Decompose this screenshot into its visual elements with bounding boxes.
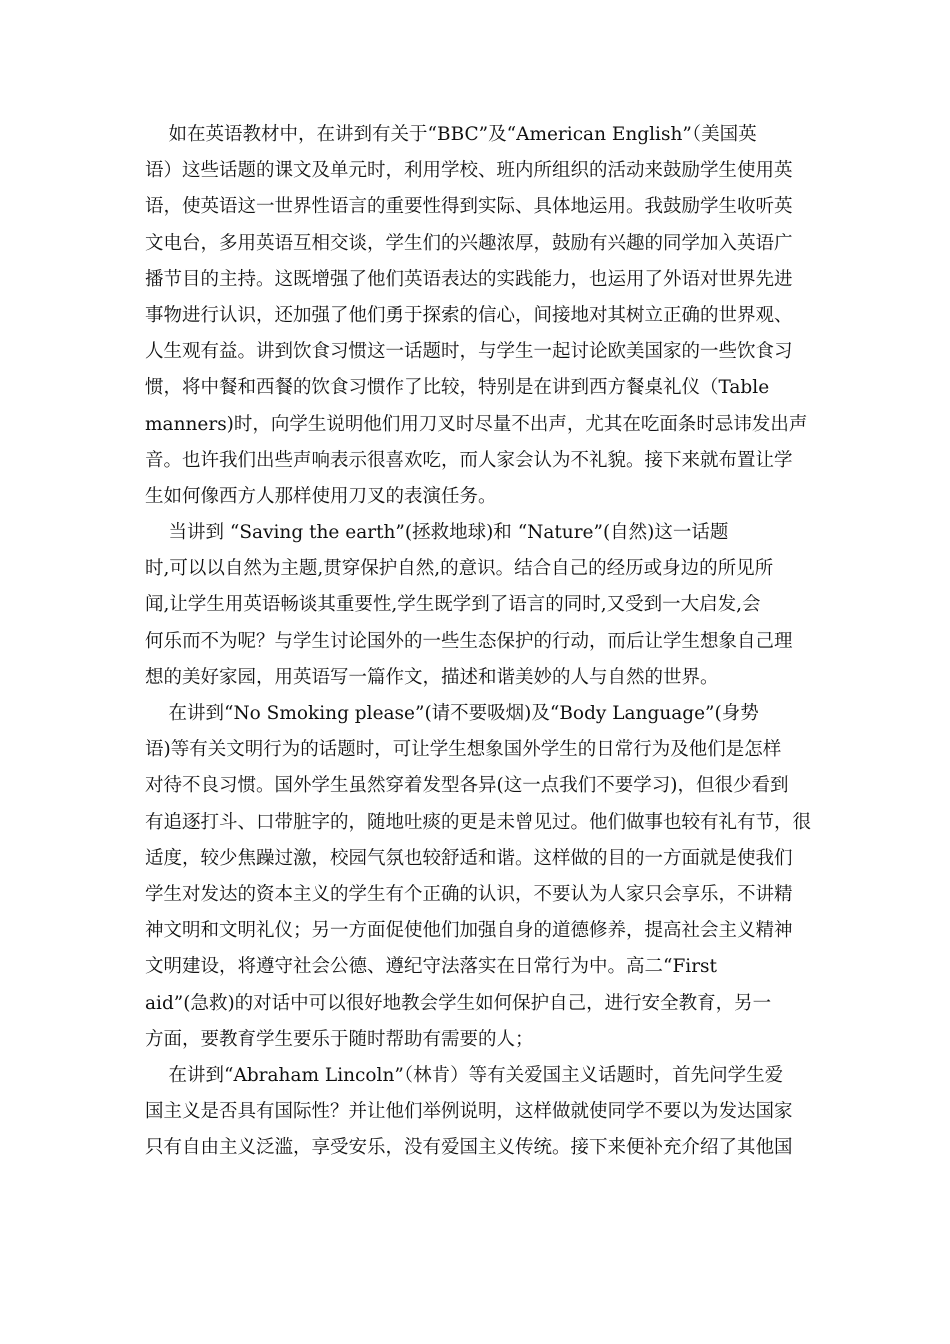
text-line: 语)等有关文明行为的话题时，可让学生想象国外学生的日常行为及他们是怎样 <box>145 739 782 761</box>
text-line: aid”(急救)的对话中可以很好地教会学生如何保护自己，进行安全教育，另一 <box>145 992 772 1014</box>
text-line: 闻,让学生用英语畅谈其重要性,学生既学到了语言的同时,又受到一大启发,会 <box>145 594 761 616</box>
text-line: 神文明和文明礼仪；另一方面促使他们加强自身的道德修养，提高社会主义精神 <box>145 920 793 942</box>
text-line: 时,可以以自然为主题,贯穿保护自然,的意识。结合自己的经历或身边的所见所 <box>145 558 774 580</box>
text-line: 对待不良习惯。国外学生虽然穿着发型各异(这一点我们不要学习)，但很少看到 <box>145 775 789 797</box>
text-line: 在讲到“Abraham Lincoln”（林肯）等有关爱国主义话题时，首先问学生爱 <box>145 1064 784 1086</box>
text-line: 音。也许我们出些声响表示很喜欢吃，而人家会认为不礼貌。接下来就布置让学 <box>145 449 793 471</box>
text-line: 方面，要教育学生要乐于随时帮助有需要的人； <box>145 1028 534 1050</box>
text-line: 人生观有益。讲到饮食习惯这一话题时，与学生一起讨论欧美国家的一些饮食习 <box>145 341 793 363</box>
text-line: 文明建设，将遵守社会公德、遵纪守法落实在日常行为中。高二“First <box>145 956 717 978</box>
text-line: 生如何像西方人那样使用刀叉的表演任务。 <box>145 485 497 507</box>
text-line: 想的美好家园，用英语写一篇作文，描述和谐美妙的人与自然的世界。 <box>145 666 719 688</box>
body-text <box>145 117 815 1166</box>
text-line: 何乐而不为呢？与学生讨论国外的一些生态保护的行动，而后让学生想象自己理 <box>145 630 793 652</box>
text-line: 有追逐打斗、口带脏字的，随地吐痰的更是未曾见过。他们做事也较有礼有节，很 <box>145 811 812 833</box>
text-line: 当讲到 “Saving the earth”(拯救地球)和 “Nature”(自然)这一话题 <box>145 522 729 544</box>
text-line: 如在英语教材中，在讲到有关于“BBC”及“American English”（美国英 <box>145 124 757 145</box>
text-line: 语）这些话题的课文及单元时，利用学校、班内所组织的活动来鼓励学生使用英 <box>145 160 793 182</box>
text-line: 事物进行认识，还加强了他们勇于探索的信心，间接地对其树立正确的世界观、 <box>145 304 793 326</box>
text-line: 在讲到“No Smoking please”(请不要吸烟)及“Body Language”(身势 <box>145 703 759 724</box>
text-line: 惯，将中餐和西餐的饮食习惯作了比较，特别是在讲到西方餐桌礼仪（Table <box>145 377 770 399</box>
text-line: 文电台，多用英语互相交谈，学生们的兴趣浓厚，鼓励有兴趣的同学加入英语广 <box>145 232 793 254</box>
text-line: 语，使英语这一世界性语言的重要性得到实际、具体地运用。我鼓励学生收听英 <box>145 196 793 218</box>
text-line: 播节目的主持。这既增强了他们英语表达的实践能力，也运用了外语对世界先进 <box>145 268 793 290</box>
text-line: 只有自由主义泛滥，享受安乐，没有爱国主义传统。接下来便补充介绍了其他国 <box>145 1137 793 1159</box>
text-line: manners)时，向学生说明他们用刀叉时尽量不出声，尤其在吃面条时忌讳发出声 <box>145 413 808 435</box>
text-line: 国主义是否具有国际性？并让他们举例说明，这样做就使同学不要以为发达国家 <box>145 1101 793 1123</box>
text-line: 学生对发达的资本主义的学生有个正确的认识，不要认为人家只会享乐，不讲精 <box>145 883 793 905</box>
text-line: 适度，较少焦躁过激，校园气氛也较舒适和谐。这样做的目的一方面就是使我们 <box>145 847 793 869</box>
